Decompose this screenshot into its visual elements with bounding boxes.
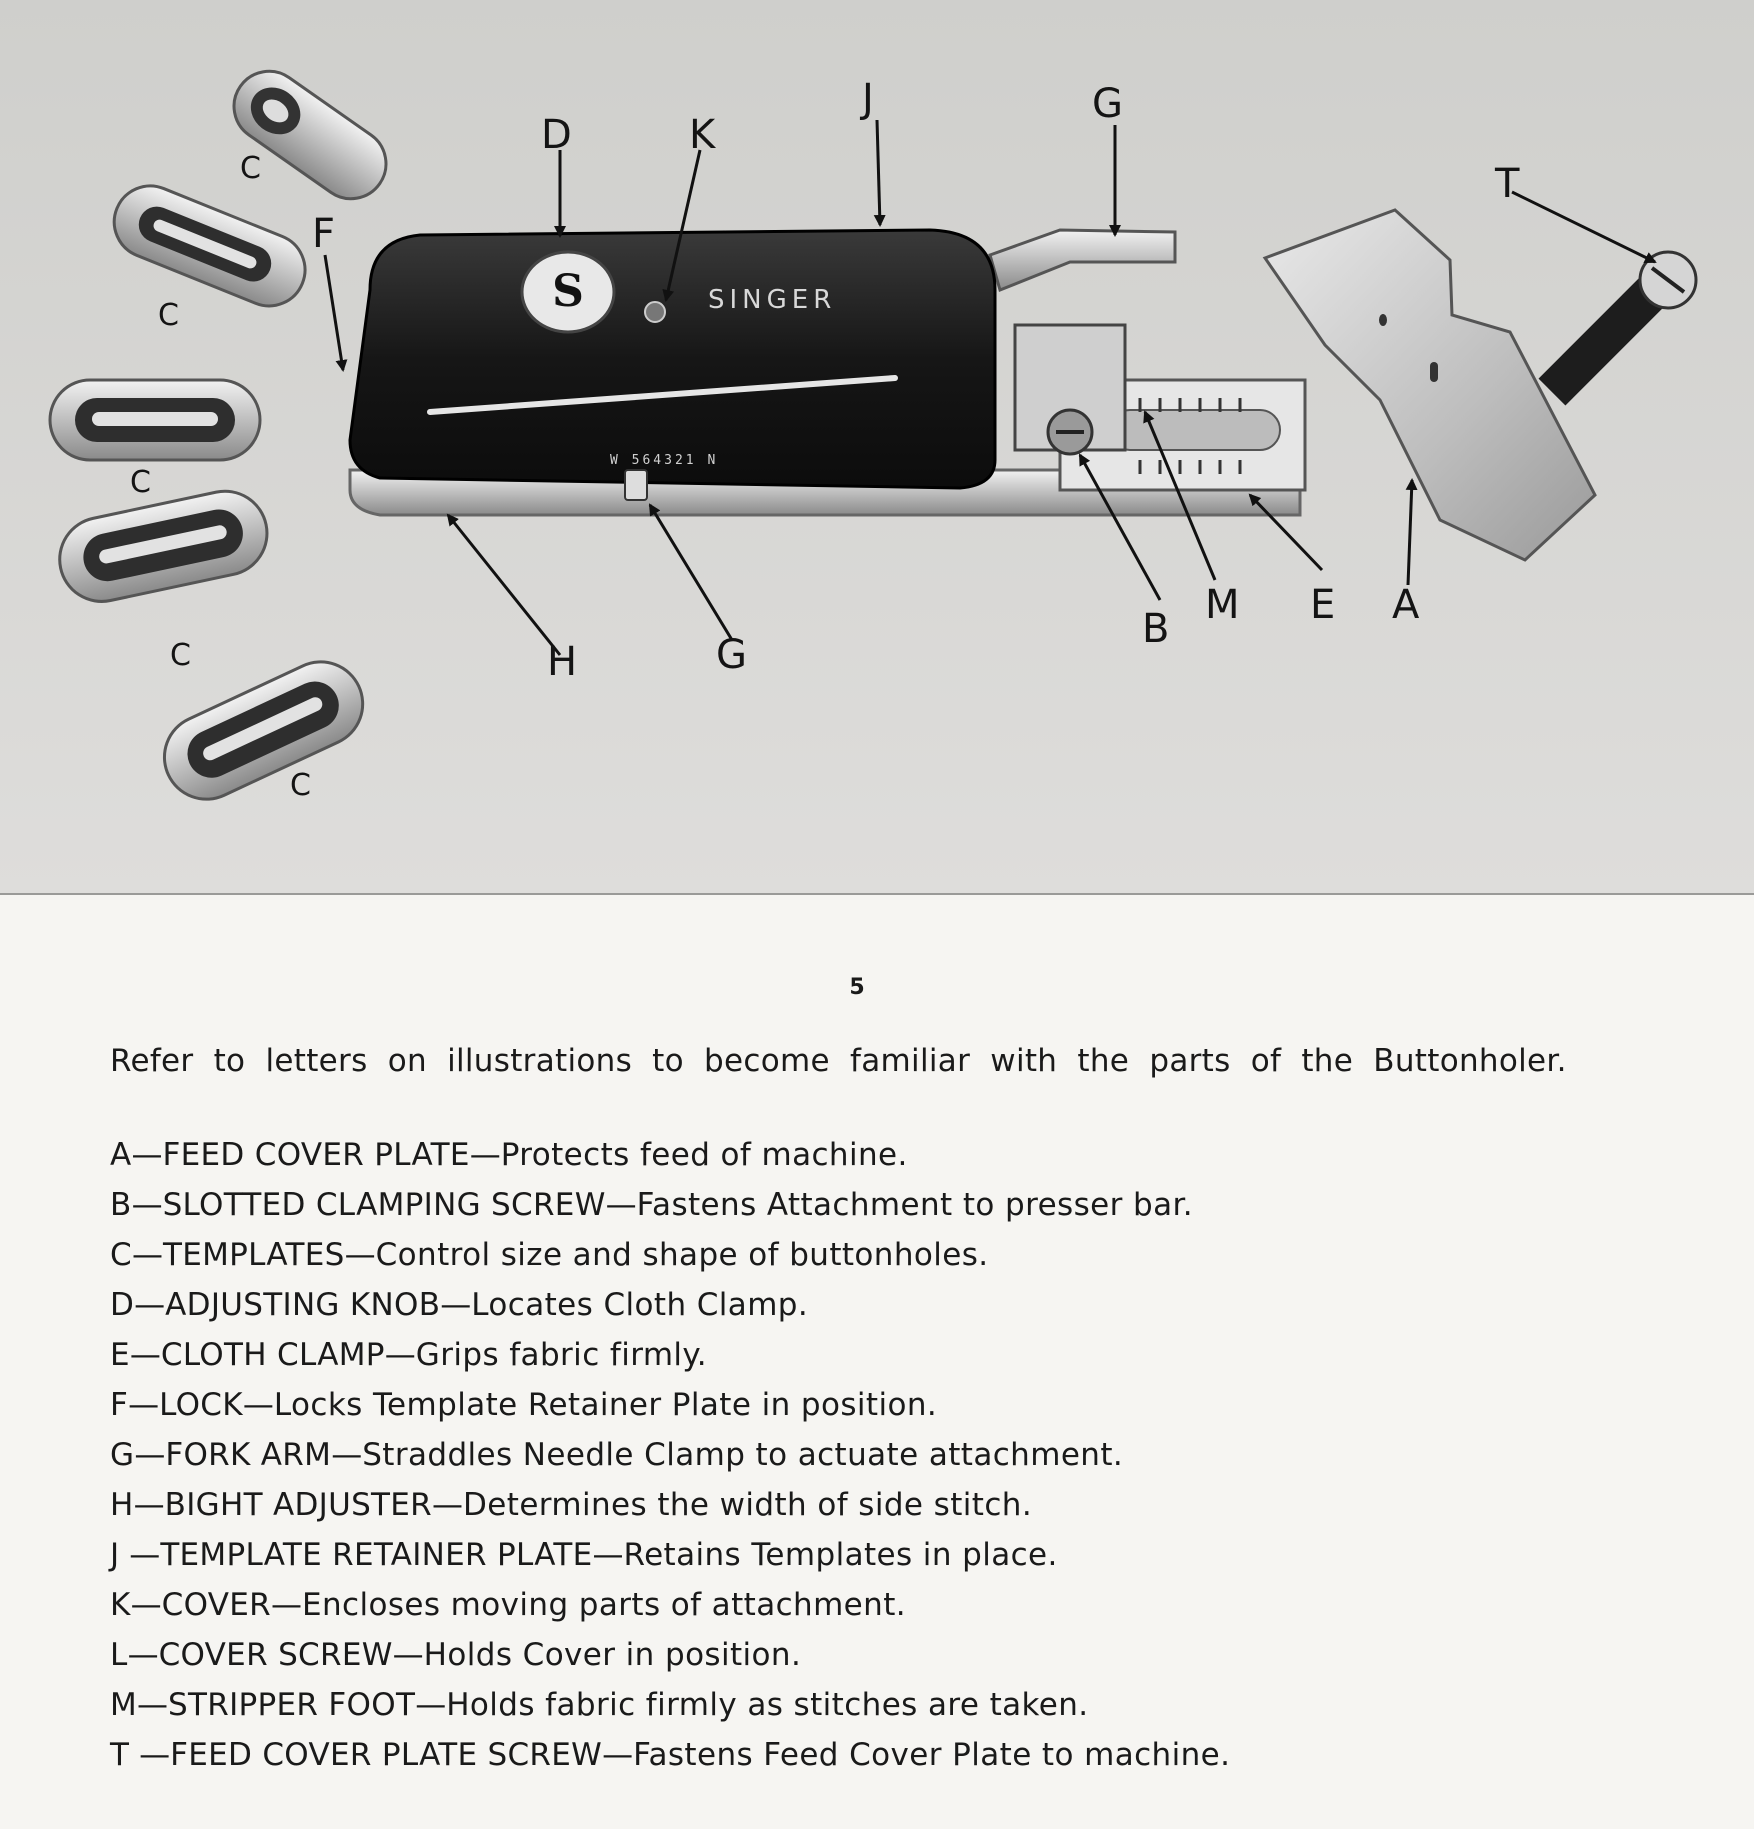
part-letter: D [110,1287,135,1323]
part-letter: G [110,1437,135,1473]
part-separator: — [129,1337,161,1373]
part-dash: — [432,1487,464,1523]
brand-name: SINGER [708,285,837,315]
part-term: BIGHT ADJUSTER [164,1487,433,1523]
part-separator: — [131,1137,163,1173]
part-item-m [110,1680,1230,1730]
part-separator: — [119,1537,161,1573]
part-letter: M [110,1687,138,1723]
part-separator: — [129,1737,171,1773]
part-term: ADJUSTING KNOB [165,1287,441,1323]
callout-g: G [1092,81,1123,127]
callout-l: K [689,112,716,158]
part-term: FORK ARM [165,1437,332,1473]
part-dash: — [602,1737,634,1773]
illustration-svg [0,0,1754,895]
part-dash: — [415,1687,447,1723]
callout-h: G [716,632,747,678]
parts-list [110,1130,1230,1780]
part-term: SLOTTED CLAMPING SCREW [162,1187,606,1223]
callout-f: F [312,211,336,257]
part-description: Locks Template Retainer Plate in position. [273,1387,938,1423]
callout-c-5: C [290,768,311,803]
part-term: LOCK [159,1387,243,1423]
part-item-c [110,1230,1230,1280]
part-item-d [110,1280,1230,1330]
part-description: Holds Cover in position. [423,1637,802,1673]
part-letter: A [110,1137,132,1173]
part-description: Holds fabric firmly as stitches are taken. [446,1687,1089,1723]
callout-c-2: C [158,298,179,333]
part-description: Encloses moving parts of attachment. [301,1587,907,1623]
page-number: 5 [849,975,865,1000]
part-dash: — [331,1437,363,1473]
part-letter: E [110,1337,130,1373]
part-dash: — [384,1337,416,1373]
callout-t: T [1495,161,1520,207]
part-item-t [110,1730,1230,1780]
callout-j: H [547,639,578,685]
callout-c-1: C [240,151,261,186]
template-3 [50,380,260,460]
part-dash: — [592,1537,624,1573]
part-dash: — [344,1237,376,1273]
part-letter: H [110,1487,134,1523]
part-item-g [110,1430,1230,1480]
part-dash: — [242,1387,274,1423]
part-letter: C [110,1237,132,1273]
part-term: STRIPPER FOOT [168,1687,416,1723]
part-item-j [110,1530,1230,1580]
part-separator: — [131,1237,163,1273]
bight-adjuster [625,470,647,500]
part-letter: T [110,1737,130,1773]
part-separator: — [137,1687,169,1723]
part-separator: — [131,1187,163,1223]
part-letter: B [110,1187,132,1223]
parts-text-section [0,895,1754,1829]
intro-paragraph: Refer to letters on illustrations to become familiar with the parts of the Buttonholer. [110,1043,1567,1079]
part-dash: — [440,1287,472,1323]
part-description: Locates Cloth Clamp. [471,1287,809,1323]
part-item-h [110,1480,1230,1530]
part-separator: — [133,1487,165,1523]
part-term: COVER SCREW [158,1637,393,1673]
callout-c-3: C [130,465,151,500]
part-item-l [110,1630,1230,1680]
part-separator: — [134,1437,166,1473]
callout-k: J [862,76,874,122]
part-dash: — [392,1637,424,1673]
part-item-e [110,1330,1230,1380]
part-letter: F [110,1387,129,1423]
part-item-a [110,1130,1230,1180]
part-description: Fastens Feed Cover Plate to machine. [633,1737,1231,1773]
callout-e: E [1310,582,1336,628]
part-item-f [110,1380,1230,1430]
part-separator: — [128,1387,160,1423]
knob-letter: S [552,266,584,317]
callout-d: D [541,112,572,158]
part-description: Straddles Needle Clamp to actuate attachment. [362,1437,1124,1473]
part-dash: — [605,1187,637,1223]
serial-number: W 564321 N [610,453,719,468]
part-description: Grips fabric firmly. [415,1337,708,1373]
part-term: TEMPLATES [162,1237,345,1273]
part-item-k [110,1580,1230,1630]
part-separator: — [130,1587,162,1623]
callout-c-4: C [170,638,191,673]
cover-screw [645,302,665,322]
part-description: Determines the width of side stitch. [463,1487,1033,1523]
part-term: FEED COVER PLATE SCREW [170,1737,603,1773]
part-description: Retains Templates in place. [623,1537,1058,1573]
part-item-b [110,1180,1230,1230]
part-term: COVER [161,1587,271,1623]
buttonholer-illustration [0,0,1754,895]
part-term: CLOTH CLAMP [160,1337,385,1373]
callout-b: B [1142,606,1170,652]
part-term: TEMPLATE RETAINER PLATE [160,1537,593,1573]
part-letter: K [110,1587,131,1623]
callout-m: M [1205,582,1240,628]
part-description: Protects feed of machine. [500,1137,908,1173]
part-letter: J [110,1537,120,1573]
part-separator: — [127,1637,159,1673]
callout-a: A [1392,582,1420,628]
part-dash: — [270,1587,302,1623]
part-term: FEED COVER PLATE [162,1137,470,1173]
part-description: Control size and shape of buttonholes. [375,1237,989,1273]
part-dash: — [469,1137,501,1173]
part-description: Fastens Attachment to presser bar. [636,1187,1194,1223]
part-letter: L [110,1637,128,1673]
part-separator: — [134,1287,166,1323]
